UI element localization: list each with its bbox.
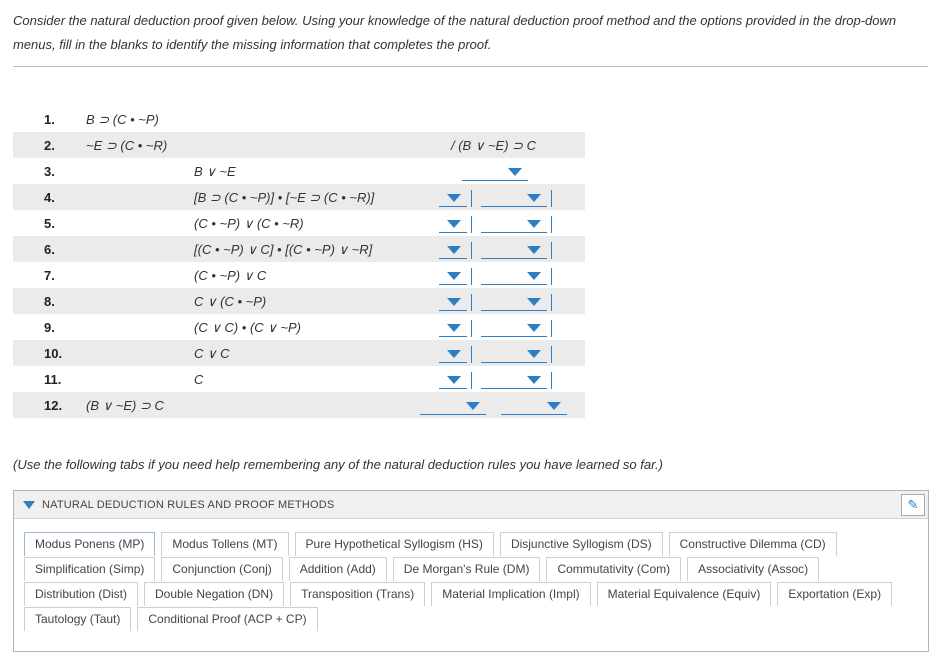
premise-formula: ~E ⊃ (C • ~R) [86, 138, 168, 153]
proof-row [13, 184, 585, 210]
rule-tab[interactable]: Conditional Proof (ACP + CP) [137, 607, 317, 631]
line-number: 4. [44, 190, 55, 205]
line-number: 12. [44, 398, 63, 413]
derived-formula: [B ⊃ (C • ~P)] • [~E ⊃ (C • ~R)] [194, 190, 375, 205]
rule-tab[interactable]: Distribution (Dist) [24, 582, 138, 606]
proof-row [13, 158, 585, 184]
rule-tab[interactable]: Exportation (Exp) [777, 582, 892, 606]
rule-tab[interactable]: Pure Hypothetical Syllogism (HS) [295, 532, 494, 556]
rules-tab-row [24, 557, 825, 582]
derived-formula: (C • ~P) ∨ (C • ~R) [194, 216, 304, 231]
chevron-down-icon [527, 220, 541, 228]
dropdown-separator [471, 346, 472, 363]
proof-row [13, 132, 585, 158]
rule-tab[interactable]: Constructive Dilemma (CD) [669, 532, 837, 556]
line-number: 3. [44, 164, 55, 179]
dropdown-line-reference[interactable] [439, 186, 467, 207]
line-number: 8. [44, 294, 55, 309]
rule-tab[interactable]: Conjunction (Conj) [161, 557, 282, 581]
chevron-down-icon [527, 246, 541, 254]
rule-tab[interactable]: Transposition (Trans) [290, 582, 425, 606]
derived-formula: (C ∨ C) • (C ∨ ~P) [194, 320, 301, 335]
proof-row [13, 236, 585, 262]
chevron-down-icon [527, 298, 541, 306]
dropdown-line-reference[interactable] [439, 342, 467, 363]
line-number: 1. [44, 112, 55, 127]
dropdown-separator [471, 372, 472, 389]
line-number: 9. [44, 320, 55, 335]
proof-row [13, 288, 585, 314]
dropdown-separator [471, 294, 472, 311]
dropdown-rule[interactable] [481, 342, 547, 363]
rule-tab[interactable]: Material Implication (Impl) [431, 582, 590, 606]
dropdown-separator [551, 294, 552, 311]
rule-tab[interactable]: Commutativity (Com) [546, 557, 681, 581]
chevron-down-icon [447, 220, 461, 228]
proof-row [13, 210, 585, 236]
dropdown-line-reference[interactable] [420, 394, 486, 415]
derived-formula: C [194, 372, 204, 387]
rule-tab[interactable]: Associativity (Assoc) [687, 557, 819, 581]
rules-panel [13, 490, 929, 652]
line-number: 10. [44, 346, 63, 361]
proof-row [13, 366, 585, 392]
rules-panel-header[interactable] [14, 491, 928, 519]
rule-tab[interactable]: Simplification (Simp) [24, 557, 155, 581]
chevron-down-icon [447, 246, 461, 254]
dropdown-separator [551, 372, 552, 389]
rule-tab[interactable]: Material Equivalence (Equiv) [597, 582, 772, 606]
dropdown-rule[interactable] [481, 290, 547, 311]
premise-formula: (B ∨ ~E) ⊃ C [86, 398, 164, 413]
rules-tab-row [24, 532, 843, 557]
instructions-text: Consider the natural deduction proof given below. Using your knowledge of the natural deduction proof method and the options provided in the drop-down menus, fill in the blanks to identify the missing information that completes the proof. [13, 13, 897, 52]
chevron-down-icon [447, 194, 461, 202]
dropdown-separator [551, 320, 552, 337]
dropdown-rule[interactable] [481, 264, 547, 285]
derived-formula: B ∨ ~E [194, 164, 236, 179]
dropdown-rule[interactable] [481, 212, 547, 233]
chevron-down-icon [466, 402, 480, 410]
derived-formula: C ∨ (C • ~P) [194, 294, 267, 309]
chevron-down-icon [527, 376, 541, 384]
chevron-down-icon [527, 272, 541, 280]
rule-tab[interactable]: Modus Tollens (MT) [161, 532, 288, 556]
dropdown-separator [471, 216, 472, 233]
collapse-caret-icon[interactable] [23, 501, 35, 509]
rule-tab[interactable]: De Morgan's Rule (DM) [393, 557, 541, 581]
chevron-down-icon [447, 324, 461, 332]
dropdown-line-reference[interactable] [439, 316, 467, 337]
conclusion-formula: / (B ∨ ~E) ⊃ C [451, 138, 537, 153]
proof-table [13, 106, 585, 418]
rule-tab[interactable]: Tautology (Taut) [24, 607, 131, 631]
chevron-down-icon [527, 324, 541, 332]
pin-icon[interactable]: ✎ [901, 494, 925, 516]
proof-row [13, 392, 585, 418]
rule-tab[interactable]: Double Negation (DN) [144, 582, 284, 606]
divider [13, 66, 928, 67]
rules-panel-title: NATURAL DEDUCTION RULES AND PROOF METHODS [42, 499, 335, 511]
derived-formula: C ∨ C [194, 346, 230, 361]
line-number: 7. [44, 268, 55, 283]
dropdown-separator [471, 242, 472, 259]
dropdown-separator [471, 268, 472, 285]
dropdown-separator [551, 190, 552, 207]
proof-row [13, 314, 585, 340]
dropdown-rule[interactable] [481, 186, 547, 207]
chevron-down-icon [447, 376, 461, 384]
derived-formula: [(C • ~P) ∨ C] • [(C • ~P) ∨ ~R] [194, 242, 373, 257]
chevron-down-icon [547, 402, 561, 410]
line-number: 5. [44, 216, 55, 231]
premise-formula: B ⊃ (C • ~P) [86, 112, 159, 127]
line-number: 2. [44, 138, 55, 153]
line-number: 6. [44, 242, 55, 257]
line-number: 11. [44, 372, 62, 387]
dropdown-line-reference[interactable] [439, 212, 467, 233]
proof-row [13, 106, 585, 132]
dropdown-line-reference[interactable] [439, 368, 467, 389]
dropdown-rule[interactable] [481, 238, 547, 259]
dropdown-rule[interactable] [501, 394, 567, 415]
chevron-down-icon [527, 194, 541, 202]
dropdown-line-reference[interactable] [462, 160, 528, 181]
rules-tab-row [24, 582, 898, 607]
proof-row [13, 262, 585, 288]
chevron-down-icon [508, 168, 522, 176]
chevron-down-icon [447, 272, 461, 280]
rules-tab-row [24, 607, 324, 632]
dropdown-rule[interactable] [481, 368, 547, 389]
dropdown-separator [471, 190, 472, 207]
derived-formula: (C • ~P) ∨ C [194, 268, 267, 283]
dropdown-line-reference[interactable] [439, 264, 467, 285]
dropdown-rule[interactable] [481, 316, 547, 337]
dropdown-separator [551, 242, 552, 259]
chevron-down-icon [527, 350, 541, 358]
dropdown-line-reference[interactable] [439, 290, 467, 311]
proof-row [13, 340, 585, 366]
dropdown-separator [551, 268, 552, 285]
rule-tab[interactable]: Disjunctive Syllogism (DS) [500, 532, 663, 556]
dropdown-separator [551, 216, 552, 233]
dropdown-separator [551, 346, 552, 363]
chevron-down-icon [447, 350, 461, 358]
help-text: (Use the following tabs if you need help remembering any of the natural deduction rules you have learned so far.) [13, 457, 663, 472]
chevron-down-icon [447, 298, 461, 306]
rule-tab[interactable]: Addition (Add) [289, 557, 387, 581]
dropdown-separator [471, 320, 472, 337]
rule-tab[interactable]: Modus Ponens (MP) [24, 532, 155, 556]
dropdown-line-reference[interactable] [439, 238, 467, 259]
